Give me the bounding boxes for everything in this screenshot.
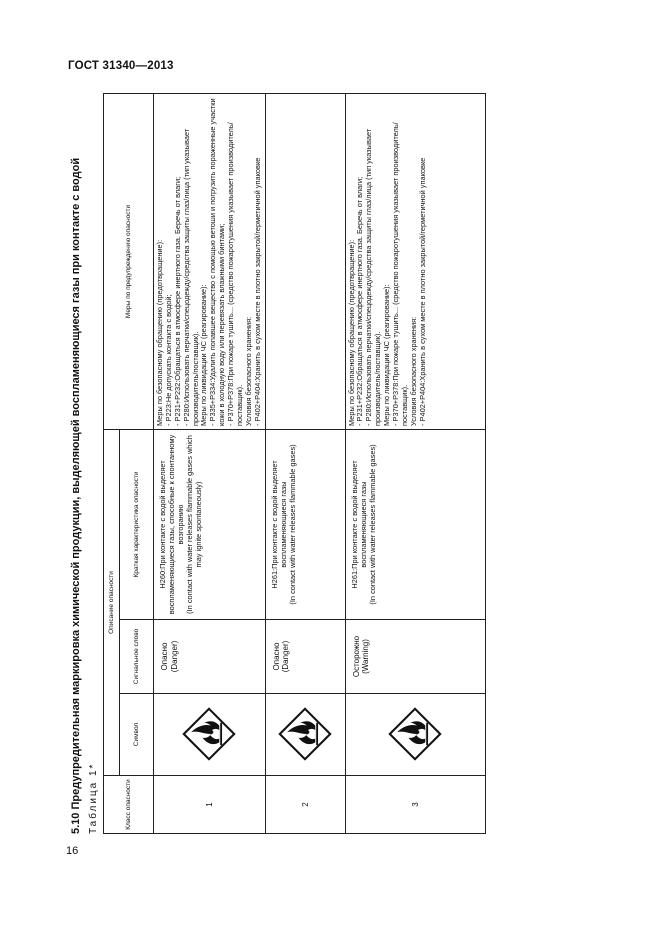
brief-characteristic-en: (In contact with water releases flammable gases) (287, 444, 297, 605)
flame-pictogram-icon (181, 707, 237, 763)
hazard-class-cell: 1 (154, 776, 266, 834)
signal-word-cell (265, 620, 345, 694)
measure-line: Меры по ликвидации ЧС (реагирование): (382, 284, 391, 426)
rotated-table-block (60, 94, 455, 834)
brief-characteristic: H261:При контакте с водой выделяет воспламеняющиеся газы (269, 460, 288, 589)
measure-line: - P280:Использовать перчатки/спецодежду/средства защиты глаз/лица (тип указывает производитель/поставщик). (364, 128, 383, 426)
page-number: 16 (66, 845, 79, 857)
measure-line: Меры по ликвидации ЧС (реагирование): (199, 284, 209, 426)
table-row (154, 93, 266, 833)
table-row (265, 93, 345, 833)
header-hazard-description: Описание опасности (104, 429, 120, 775)
signal-word-en: (Warning) (361, 639, 371, 674)
header-hazard-class: Класс опасности (104, 776, 154, 834)
measure-line: - P223:Не допускать контакта с водой; (163, 294, 173, 426)
table-row (345, 93, 485, 833)
signal-word-en: (Danger) (169, 640, 179, 673)
signal-word: Опасно (271, 642, 281, 671)
hazard-table (103, 93, 486, 834)
header-row-top (104, 93, 120, 833)
standard-code: ГОСТ 31340—2013 (68, 60, 174, 72)
header-precautionary-measures: Меры по предупреждению опасности (104, 93, 154, 429)
flame-pictogram-icon (277, 707, 333, 763)
flame-pictogram-icon (387, 707, 443, 763)
hazard-class-cell: 2 (265, 776, 345, 834)
header-symbol: Символ (120, 694, 154, 776)
signal-word-cell (345, 620, 485, 694)
brief-characteristic: H261:При контакте с водой выделяет воспламеняющиеся газы (349, 460, 368, 589)
brief-characteristic-en: (In contact with water releases flammable gases which may ignite spontaneously) (185, 435, 204, 614)
measure-line: Условия безопасного хранения: (408, 316, 418, 426)
brief-characteristic-en: (In contact with water releases flammable gases) (367, 444, 377, 605)
measure-line: Меры по безопасному обращению (предотвращение): (155, 239, 164, 426)
symbol-cell (265, 694, 345, 776)
measure-line: Условия безопасного хранения: (243, 316, 253, 426)
brief-characteristic-cell (345, 429, 485, 619)
hazard-class-cell: 3 (345, 776, 485, 834)
symbol-cell (345, 694, 485, 776)
signal-word: Осторожно (351, 635, 361, 678)
section-heading: 5.10 Предупредительная маркировка химической продукции, выделяющей воспламеняющиеся газы при контакте с водой (70, 157, 82, 834)
measure-line: - P335+P334:Удалить попавшее вещество с помощью ветоши и погрузить пораженные участки кожи в холодную воду или перевязать влажными бинтами; (208, 98, 227, 426)
brief-characteristic-cell (265, 429, 345, 619)
signal-word-cell (154, 620, 266, 694)
table-label: Таблица 1* (88, 762, 99, 834)
header-signal-word: Сигнальное слово (120, 620, 154, 694)
measure-line: - P280:Использовать перчатки/спецодежду/средства защиты глаз/лица (тип указывает производитель/поставщик). (181, 128, 200, 426)
measure-line: - P402+P404:Хранить в сухом месте в плотно закрытой/герметичной упаковке (252, 157, 262, 426)
signal-word-en: (Danger) (281, 640, 291, 673)
measure-line: - P231+P232:Обращаться в атмосфере инертного газа. Беречь от влаги; (172, 176, 182, 426)
measure-line: Меры по безопасному обращению (предотвращение): (346, 239, 356, 426)
brief-characteristic-cell (154, 429, 266, 619)
brief-characteristic: H260:При контакте с водой выделяет воспламеняющиеся газы, способные к спонтанному возгоранию (158, 434, 186, 615)
measure-line: - P231+P232:Обращаться в атмосфере инертного газа. Беречь от влаги; (355, 176, 365, 426)
precautionary-measures-cell (265, 93, 345, 429)
measure-line: - P370+P378:При пожаре тушить... (средство пожаротушения указывает производитель/поставщик). (390, 122, 409, 426)
header-brief-characteristic: Краткая характеристика опасности (120, 429, 154, 619)
signal-word: Опасно (160, 642, 169, 671)
symbol-cell (154, 694, 266, 776)
measure-line: - P402+P404:Хранить в сухом месте в плотно закрытой/герметичной упаковке (417, 157, 427, 426)
precautionary-measures-cell (345, 93, 485, 429)
precautionary-measures-cell (154, 93, 266, 429)
measure-line: - P370+P378:При пожаре тушить... (средство пожаротушения указывает производитель/поставщик). (226, 122, 244, 426)
